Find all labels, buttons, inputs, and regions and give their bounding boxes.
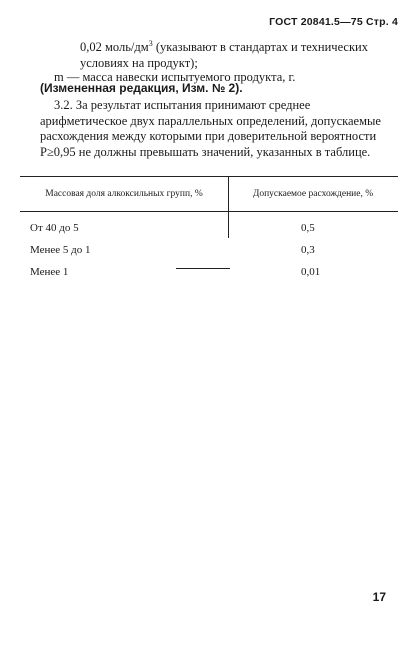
end-of-text-rule bbox=[176, 268, 230, 269]
table-header-discrepancy: Допускаемое расхождение, % bbox=[252, 189, 374, 199]
paragraph-concentration bbox=[80, 40, 392, 71]
table-cell-discrepancy: 0,01 bbox=[301, 266, 321, 278]
table-cell-fraction: Менее 1 bbox=[30, 266, 69, 278]
paragraph-revision-note: (Измененная редакция, Изм. № 2). bbox=[40, 81, 243, 95]
table-cell-discrepancy: 0,3 bbox=[301, 244, 315, 256]
table-row bbox=[20, 256, 398, 278]
table-column-divider bbox=[228, 176, 229, 238]
concentration-note: (указывают в стандартах и технических условиях на продукт); bbox=[80, 40, 368, 70]
page-number: 17 bbox=[372, 590, 386, 604]
table-row bbox=[20, 212, 398, 234]
page-header: ГОСТ 20841.5—75 Стр. 4 bbox=[269, 16, 398, 28]
table-cell-fraction: От 40 до 5 bbox=[30, 222, 79, 234]
discrepancy-table bbox=[20, 176, 398, 278]
table-cell-discrepancy: 0,5 bbox=[301, 222, 315, 234]
paragraph-mass-definition: m — масса навески испытуемого продукта, г. bbox=[54, 70, 296, 84]
table-header-row bbox=[20, 177, 398, 211]
superscript: 3 bbox=[148, 38, 153, 48]
concentration-text: 0,02 моль/дм bbox=[80, 40, 149, 54]
table-cell-fraction: Менее 5 до 1 bbox=[30, 244, 91, 256]
paragraph-section-3-2: 3.2. За результат испытания принимают среднее арифметическое двух параллельных определений, допускаемые расхождения между которыми при доверительной вероятности Р≥0,95 не должны превышать значений, указанных в таблице. bbox=[40, 98, 381, 159]
table-header-fraction: Массовая доля алкоксильных групп, % bbox=[45, 189, 203, 199]
table-row bbox=[20, 234, 398, 256]
